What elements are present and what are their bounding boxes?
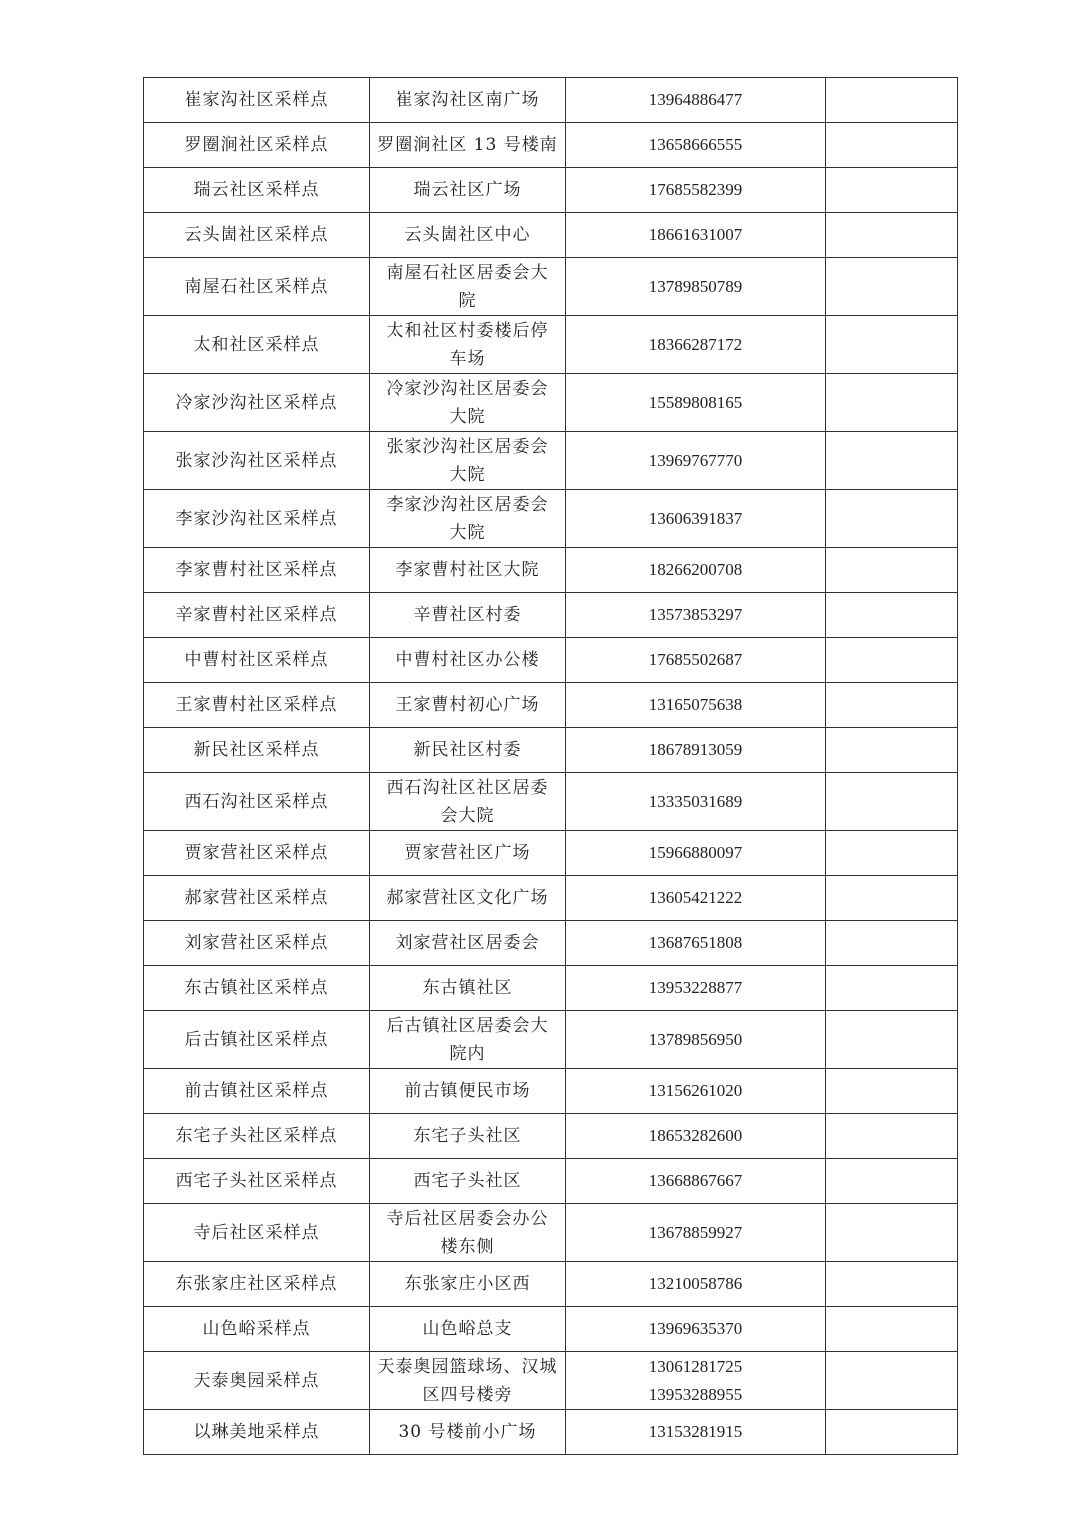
note-cell xyxy=(826,593,958,638)
table-row xyxy=(144,123,958,168)
note-cell xyxy=(826,123,958,168)
site-name-cell: 辛家曹村社区采样点 xyxy=(144,593,370,638)
phone-number: 13789850789 xyxy=(648,276,743,296)
table-row xyxy=(144,1069,958,1114)
phone-number: 17685502687 xyxy=(648,650,743,669)
site-name-cell: 前古镇社区采样点 xyxy=(144,1069,370,1114)
phone-cell xyxy=(566,490,826,548)
site-name-cell: 南屋石社区采样点 xyxy=(144,258,370,316)
table-row xyxy=(144,1159,958,1204)
phone-number: 13210058786 xyxy=(648,1274,743,1293)
address-line: 西宅子头社区 xyxy=(413,1171,522,1191)
phone-cell xyxy=(566,316,826,374)
address-cell xyxy=(370,1159,566,1204)
address-line: 罗圈涧社区 13 号楼南 xyxy=(377,135,558,155)
address-line: 贾家营社区广场 xyxy=(404,843,531,863)
address-cell xyxy=(370,1069,566,1114)
phone-number: 13573853297 xyxy=(648,605,743,624)
address-line: 区四号楼旁 xyxy=(422,1384,513,1405)
phone-cell xyxy=(566,876,826,921)
site-name-cell: 寺后社区采样点 xyxy=(144,1204,370,1262)
phone-cell xyxy=(566,548,826,593)
phone-cell xyxy=(566,1069,826,1114)
phone-cell xyxy=(566,1352,826,1410)
phone-cell xyxy=(566,966,826,1011)
address-line: 山色峪总支 xyxy=(422,1319,513,1339)
address-cell xyxy=(370,1204,566,1262)
table-row xyxy=(144,1262,958,1307)
address-cell xyxy=(370,683,566,728)
table-row xyxy=(144,548,958,593)
site-name-cell: 后古镇社区采样点 xyxy=(144,1011,370,1069)
note-cell xyxy=(826,831,958,876)
address-line: 张家沙沟社区居委会 xyxy=(386,436,549,457)
phone-number: 13789856950 xyxy=(648,1029,743,1049)
note-cell xyxy=(826,1204,958,1262)
address-line: 院内 xyxy=(449,1043,486,1064)
site-name-cell: 天泰奥园采样点 xyxy=(144,1352,370,1410)
table-row xyxy=(144,213,958,258)
note-cell xyxy=(826,432,958,490)
address-line: 车场 xyxy=(449,348,486,369)
note-cell xyxy=(826,213,958,258)
address-line: 30 号楼前小广场 xyxy=(398,1422,537,1442)
address-line: 郝家营社区文化广场 xyxy=(386,888,549,908)
address-cell xyxy=(370,1352,566,1410)
note-cell xyxy=(826,1262,958,1307)
phone-number: 18661631007 xyxy=(648,225,743,244)
table-row xyxy=(144,966,958,1011)
address-line: 新民社区村委 xyxy=(413,740,522,760)
phone-cell xyxy=(566,683,826,728)
table-row xyxy=(144,638,958,683)
note-cell xyxy=(826,1011,958,1069)
table-row xyxy=(144,728,958,773)
site-name-cell: 西宅子头社区采样点 xyxy=(144,1159,370,1204)
site-name-cell: 东古镇社区采样点 xyxy=(144,966,370,1011)
address-cell xyxy=(370,831,566,876)
note-cell xyxy=(826,876,958,921)
table-row xyxy=(144,78,958,123)
site-name-cell: 张家沙沟社区采样点 xyxy=(144,432,370,490)
address-cell xyxy=(370,168,566,213)
site-name-cell: 冷家沙沟社区采样点 xyxy=(144,374,370,432)
phone-number: 18366287172 xyxy=(648,334,743,354)
address-cell xyxy=(370,374,566,432)
address-line: 东宅子头社区 xyxy=(413,1126,522,1146)
phone-cell xyxy=(566,638,826,683)
phone-number: 18266200708 xyxy=(648,560,743,579)
table-row xyxy=(144,1204,958,1262)
sampling-sites-table xyxy=(143,77,958,1455)
table-row xyxy=(144,490,958,548)
phone-cell xyxy=(566,728,826,773)
phone-cell xyxy=(566,1011,826,1069)
phone-cell xyxy=(566,213,826,258)
address-line: 瑞云社区广场 xyxy=(413,180,522,200)
note-cell xyxy=(826,1352,958,1410)
address-cell xyxy=(370,1114,566,1159)
phone-cell xyxy=(566,168,826,213)
phone-cell xyxy=(566,921,826,966)
table-row xyxy=(144,258,958,316)
site-name-cell: 刘家营社区采样点 xyxy=(144,921,370,966)
site-name-cell: 贾家营社区采样点 xyxy=(144,831,370,876)
site-name-cell: 中曹村社区采样点 xyxy=(144,638,370,683)
phone-cell xyxy=(566,1262,826,1307)
phone-number: 13668867667 xyxy=(648,1171,743,1190)
address-line: 王家曹村初心广场 xyxy=(395,695,540,715)
site-name-cell: 李家沙沟社区采样点 xyxy=(144,490,370,548)
address-line: 天泰奥园篮球场、汉城 xyxy=(377,1356,558,1377)
address-line: 崔家沟社区南广场 xyxy=(395,90,540,110)
phone-number: 13658666555 xyxy=(648,135,743,154)
address-cell xyxy=(370,1262,566,1307)
address-line: 云头崮社区中心 xyxy=(404,225,531,245)
address-cell xyxy=(370,1011,566,1069)
address-cell xyxy=(370,490,566,548)
phone-cell xyxy=(566,78,826,123)
address-cell xyxy=(370,728,566,773)
phone-cell xyxy=(566,831,826,876)
phone-number: 15589808165 xyxy=(648,392,743,412)
site-name-cell: 崔家沟社区采样点 xyxy=(144,78,370,123)
note-cell xyxy=(826,1410,958,1455)
note-cell xyxy=(826,258,958,316)
address-cell xyxy=(370,213,566,258)
note-cell xyxy=(826,773,958,831)
address-cell xyxy=(370,921,566,966)
note-cell xyxy=(826,1307,958,1352)
phone-number: 13969635370 xyxy=(648,1319,743,1338)
address-line: 会大院 xyxy=(440,805,495,826)
phone-cell xyxy=(566,593,826,638)
address-line: 寺后社区居委会办公 xyxy=(386,1208,549,1229)
note-cell xyxy=(826,548,958,593)
table-row xyxy=(144,1011,958,1069)
phone-number: 13156261020 xyxy=(648,1081,743,1100)
address-cell xyxy=(370,638,566,683)
site-name-cell: 东宅子头社区采样点 xyxy=(144,1114,370,1159)
table-row xyxy=(144,374,958,432)
note-cell xyxy=(826,683,958,728)
note-cell xyxy=(826,490,958,548)
table-body xyxy=(144,78,958,1455)
table-row xyxy=(144,168,958,213)
address-cell xyxy=(370,1307,566,1352)
address-line: 李家曹村社区大院 xyxy=(395,560,540,580)
address-line: 楼东侧 xyxy=(440,1236,495,1257)
address-line: 中曹村社区办公楼 xyxy=(395,650,540,670)
table-row xyxy=(144,773,958,831)
note-cell xyxy=(826,168,958,213)
site-name-cell: 云头崮社区采样点 xyxy=(144,213,370,258)
note-cell xyxy=(826,921,958,966)
note-cell xyxy=(826,374,958,432)
site-name-cell: 郝家营社区采样点 xyxy=(144,876,370,921)
address-line: 东张家庄小区西 xyxy=(404,1274,531,1294)
address-line: 东古镇社区 xyxy=(422,978,513,998)
phone-cell xyxy=(566,374,826,432)
phone-number: 13964886477 xyxy=(648,90,743,109)
phone-cell xyxy=(566,1410,826,1455)
address-line: 大院 xyxy=(449,406,486,427)
table-row xyxy=(144,1352,958,1410)
phone-number: 17685582399 xyxy=(648,180,743,199)
note-cell xyxy=(826,1069,958,1114)
phone-number: 13165075638 xyxy=(648,695,743,714)
site-name-cell: 李家曹村社区采样点 xyxy=(144,548,370,593)
address-cell xyxy=(370,78,566,123)
table-row xyxy=(144,876,958,921)
phone-cell xyxy=(566,432,826,490)
address-cell xyxy=(370,548,566,593)
address-line: 李家沙沟社区居委会 xyxy=(386,494,549,515)
table-row xyxy=(144,1307,958,1352)
phone-number: 13953228877 xyxy=(648,978,743,997)
address-cell xyxy=(370,593,566,638)
phone-cell xyxy=(566,773,826,831)
table-row xyxy=(144,593,958,638)
note-cell xyxy=(826,638,958,683)
phone-cell xyxy=(566,1114,826,1159)
phone-number: 13605421222 xyxy=(648,888,743,907)
table-row xyxy=(144,316,958,374)
table-row xyxy=(144,683,958,728)
note-cell xyxy=(826,316,958,374)
table-row xyxy=(144,921,958,966)
note-cell xyxy=(826,966,958,1011)
phone-cell xyxy=(566,258,826,316)
phone-number: 13953288955 xyxy=(648,1384,743,1404)
site-name-cell: 太和社区采样点 xyxy=(144,316,370,374)
address-cell xyxy=(370,1410,566,1455)
note-cell xyxy=(826,728,958,773)
address-cell xyxy=(370,432,566,490)
address-line: 前古镇便民市场 xyxy=(404,1081,531,1101)
phone-number: 13335031689 xyxy=(648,791,743,811)
phone-cell xyxy=(566,1159,826,1204)
phone-number: 18678913059 xyxy=(648,740,743,759)
note-cell xyxy=(826,1114,958,1159)
address-cell xyxy=(370,876,566,921)
phone-number: 13969767770 xyxy=(648,450,743,470)
site-name-cell: 王家曹村社区采样点 xyxy=(144,683,370,728)
phone-number: 13061281725 xyxy=(648,1356,743,1376)
note-cell xyxy=(826,78,958,123)
address-line: 后古镇社区居委会大 xyxy=(386,1015,549,1036)
phone-cell xyxy=(566,1307,826,1352)
phone-number: 18653282600 xyxy=(648,1126,743,1145)
phone-number: 13687651808 xyxy=(648,933,743,952)
address-line: 南屋石社区居委会大 xyxy=(386,262,549,283)
address-line: 西石沟社区社区居委 xyxy=(386,777,549,798)
address-line: 刘家营社区居委会 xyxy=(395,933,540,953)
site-name-cell: 山色峪采样点 xyxy=(144,1307,370,1352)
site-name-cell: 东张家庄社区采样点 xyxy=(144,1262,370,1307)
address-line: 太和社区村委楼后停 xyxy=(386,320,549,341)
site-name-cell: 西石沟社区采样点 xyxy=(144,773,370,831)
address-cell xyxy=(370,966,566,1011)
phone-number: 15966880097 xyxy=(648,843,743,862)
address-cell xyxy=(370,258,566,316)
phone-cell xyxy=(566,1204,826,1262)
site-name-cell: 以琳美地采样点 xyxy=(144,1410,370,1455)
site-name-cell: 罗圈涧社区采样点 xyxy=(144,123,370,168)
phone-number: 13153281915 xyxy=(648,1422,743,1441)
table-row xyxy=(144,831,958,876)
phone-number: 13606391837 xyxy=(648,508,743,528)
site-name-cell: 新民社区采样点 xyxy=(144,728,370,773)
address-line: 辛曹社区村委 xyxy=(413,605,522,625)
site-name-cell: 瑞云社区采样点 xyxy=(144,168,370,213)
address-line: 冷家沙沟社区居委会 xyxy=(386,378,549,399)
phone-number: 13678859927 xyxy=(648,1222,743,1242)
table-row xyxy=(144,432,958,490)
note-cell xyxy=(826,1159,958,1204)
address-line: 大院 xyxy=(449,522,486,543)
address-cell xyxy=(370,123,566,168)
address-line: 院 xyxy=(458,290,477,311)
address-line: 大院 xyxy=(449,464,486,485)
table-row xyxy=(144,1114,958,1159)
address-cell xyxy=(370,773,566,831)
phone-cell xyxy=(566,123,826,168)
address-cell xyxy=(370,316,566,374)
table-row xyxy=(144,1410,958,1455)
